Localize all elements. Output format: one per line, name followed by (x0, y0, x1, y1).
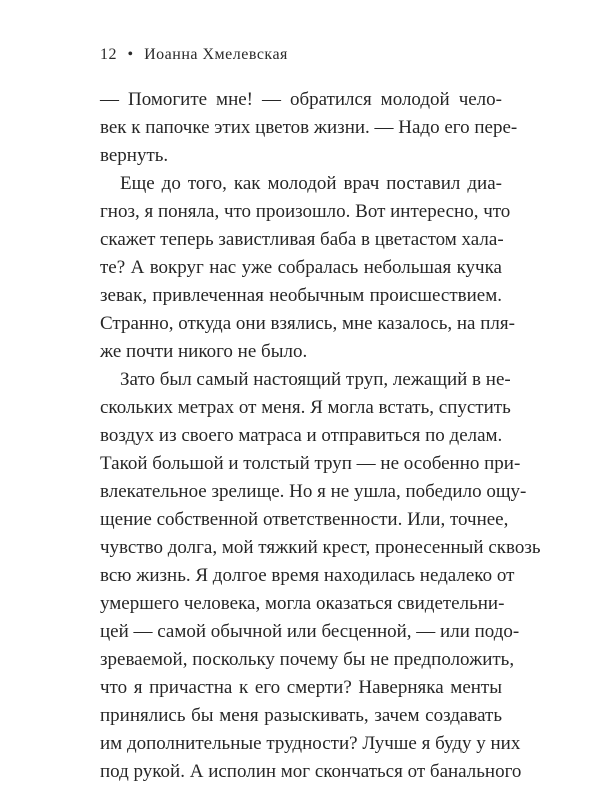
text-line: цей — самой обычной или бесценной, — или подо- (100, 621, 520, 642)
author-name: Иоанна Хмелевская (144, 46, 288, 63)
text-line: принялись бы меня разыскивать, зачем создавать (100, 705, 502, 726)
text-line: воздух из своего матраса и отправиться по делам. (100, 425, 503, 446)
text-line: же почти никого не было. (100, 341, 308, 362)
page-number: 12 (100, 46, 117, 63)
text-line: те? А вокруг нас уже собралась небольшая кучка (100, 257, 502, 278)
text-line: умершего человека, могла оказаться свидетельни- (100, 593, 505, 614)
running-head (100, 46, 288, 64)
text-line: вернуть. (100, 145, 169, 166)
text-line: щение собственной ответственности. Или, точнее, (100, 509, 509, 530)
text-line: Зато был самый настоящий труп, лежащий в не- (120, 369, 511, 390)
text-line: влекательное зрелище. Но я не ушла, победило ощу- (100, 481, 527, 502)
text-line: чувство долга, мой тяжкий крест, пронесенный сквозь (100, 537, 541, 558)
body-text (100, 86, 541, 786)
text-line: — Помогите мне! — обратился молодой чело- (100, 89, 502, 110)
text-line: под рукой. А исполин мог скончаться от банального (100, 761, 522, 782)
text-line: зреваемой, поскольку почему бы не предположить, (100, 649, 515, 670)
text-line: что я причастна к его смерти? Наверняка менты (100, 677, 502, 698)
text-line: Такой большой и толстый труп — не особенно при- (100, 453, 521, 474)
text-line: Странно, откуда они взялись, мне казалось, на пля- (100, 313, 515, 334)
text-line: всю жизнь. Я долгое время находилась недалеко от (100, 565, 515, 586)
text-line: скольких метрах от меня. Я могла встать, спустить (100, 397, 511, 418)
text-line: Еще до того, как молодой врач поставил диа- (120, 173, 502, 194)
text-line: зевак, привлеченная необычным происшествием. (100, 285, 502, 306)
text-line: им дополнительные трудности? Лучше я буду у них (100, 733, 521, 754)
text-line: скажет теперь завистливая баба в цветастом хала- (100, 229, 504, 250)
text-line: гноз, я поняла, что произошло. Вот интересно, что (100, 201, 511, 222)
running-head-separator: • (127, 46, 134, 63)
text-line: век к папочке этих цветов жизни. — Надо его пере- (100, 117, 518, 138)
